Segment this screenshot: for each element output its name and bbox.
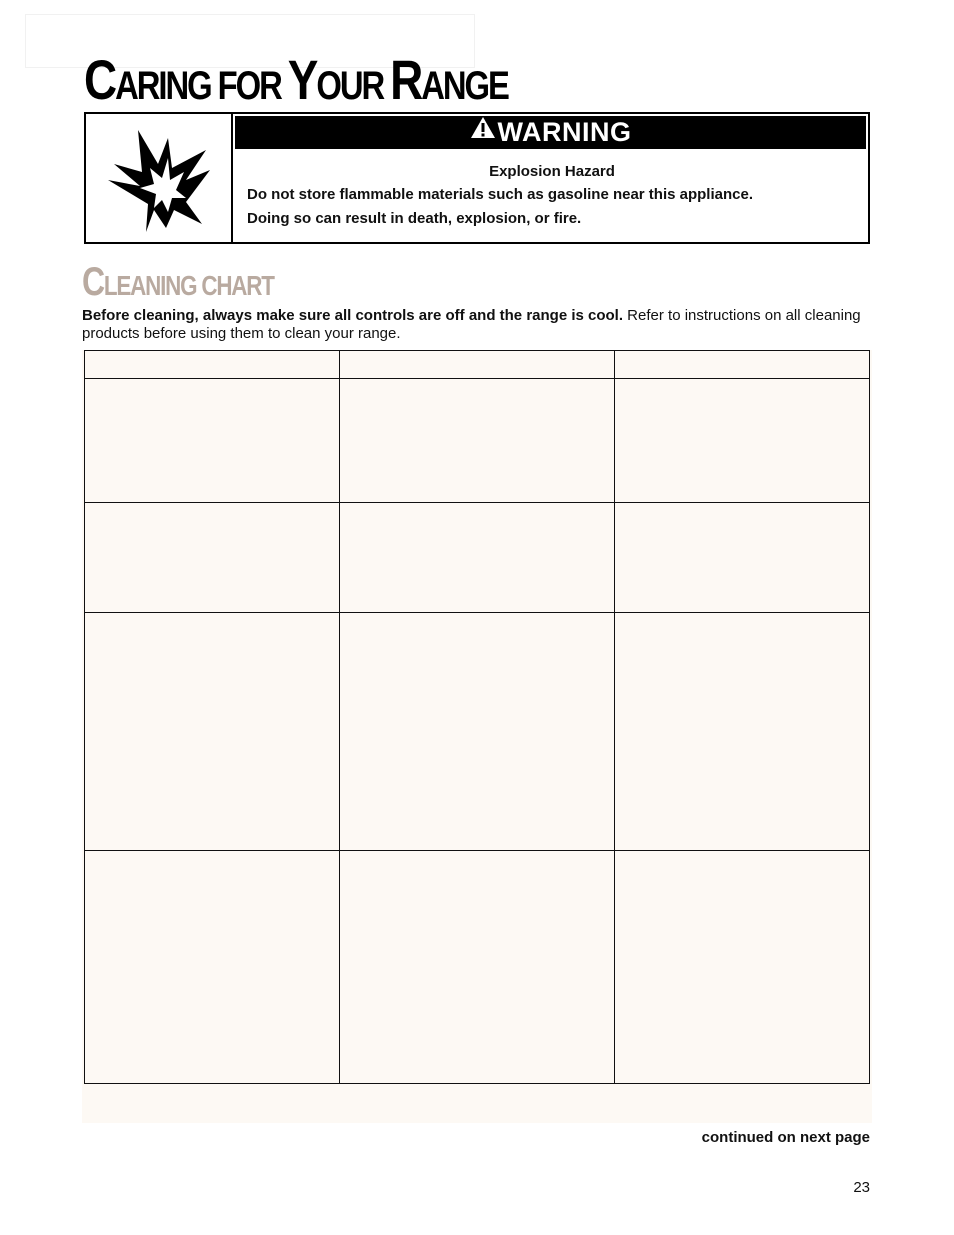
table-cell xyxy=(340,851,615,1084)
table-cell xyxy=(615,503,870,613)
alert-triangle-icon xyxy=(470,114,496,147)
table-row xyxy=(85,851,870,1084)
warning-line-2: Doing so can result in death, explosion, or fire. xyxy=(247,210,582,227)
table-cell xyxy=(615,851,870,1084)
table-cell xyxy=(340,379,615,503)
warning-icon-cell xyxy=(86,114,233,242)
table-cell xyxy=(85,503,340,613)
page-title: CARING FOR YOUR RANGE xyxy=(84,48,508,111)
table-cell xyxy=(340,351,615,379)
table-row xyxy=(85,503,870,613)
table-cell xyxy=(85,379,340,503)
table-cell xyxy=(85,851,340,1084)
section-title: CLEANING CHART xyxy=(82,260,274,304)
continued-note: continued on next page xyxy=(701,1129,870,1146)
table-cell xyxy=(615,613,870,851)
hazard-title: Explosion Hazard xyxy=(489,163,615,180)
explosion-icon xyxy=(106,128,214,232)
table-cell xyxy=(340,613,615,851)
table-row xyxy=(85,613,870,851)
table-cell xyxy=(615,379,870,503)
warning-line-1: Do not store flammable materials such as gasoline near this appliance. xyxy=(247,186,753,203)
table-cell xyxy=(85,351,340,379)
table-cell xyxy=(85,613,340,851)
intro-rest: Refer to instructions on all cleaning products before using them to clean your range. xyxy=(82,307,861,342)
warning-body xyxy=(247,162,857,230)
table-row xyxy=(85,379,870,503)
cleaning-table xyxy=(84,350,870,1084)
warning-label: WARNING xyxy=(497,117,632,147)
page-number: 23 xyxy=(853,1179,870,1196)
table-cell xyxy=(340,503,615,613)
table-cell xyxy=(615,351,870,379)
warning-box xyxy=(84,112,870,244)
intro-bold: Before cleaning, always make sure all controls are off and the range is cool. xyxy=(82,307,624,324)
intro-paragraph xyxy=(82,307,872,343)
table-header-row xyxy=(85,351,870,379)
warning-header xyxy=(235,116,866,149)
